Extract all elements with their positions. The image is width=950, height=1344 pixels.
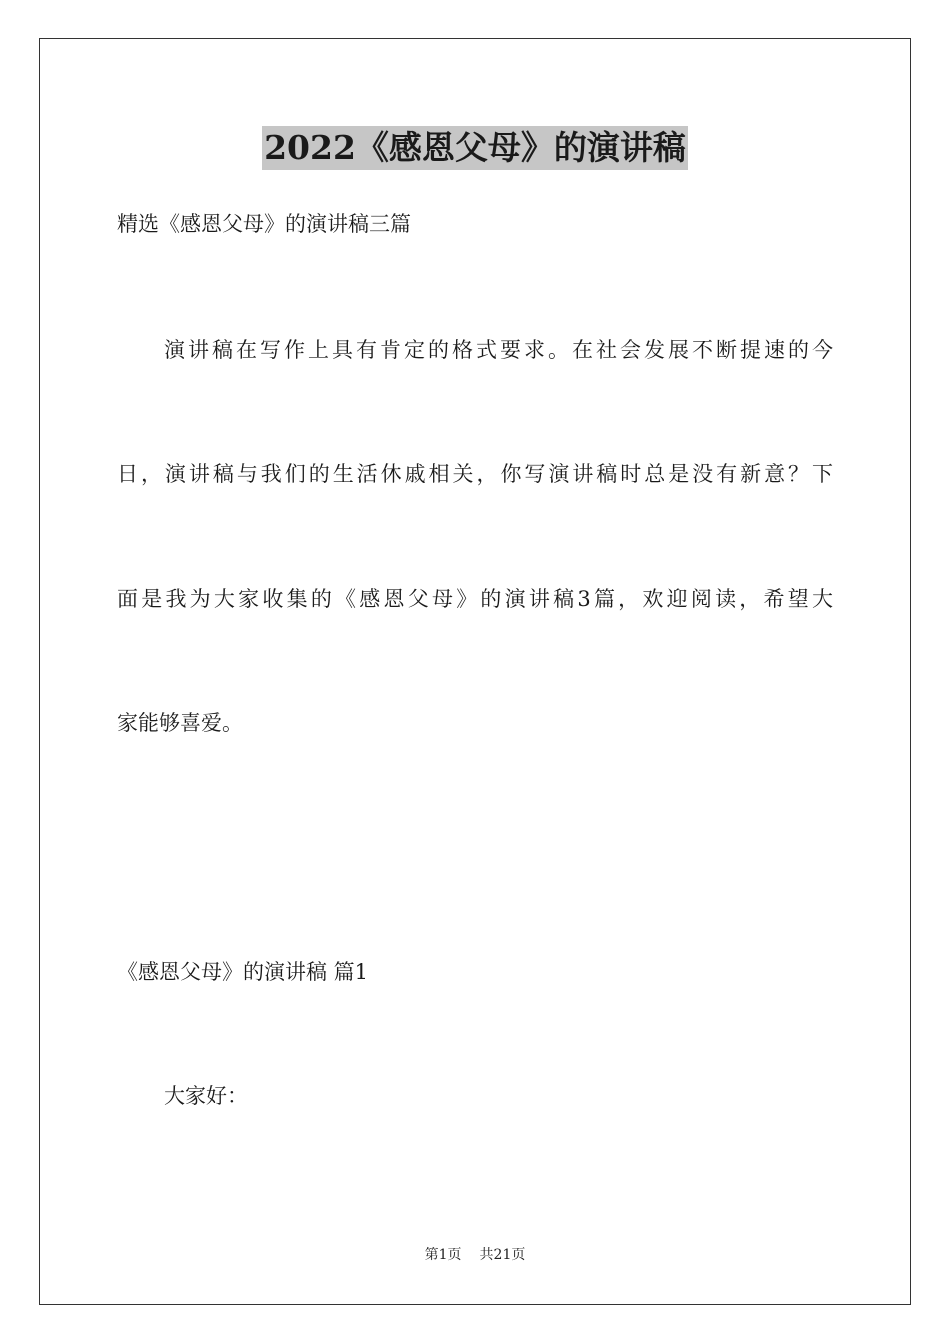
page-total: 共21页 [479,1247,526,1263]
intro-line-2: 日，演讲稿与我们的生活休戚相关，你写演讲稿时总是没有新意？下 [117,462,833,486]
intro-line-3: 面是我为大家收集的《感恩父母》的演讲稿3篇，欢迎阅读，希望大 [117,587,833,611]
title-container [0,126,950,170]
section-heading: 《感恩父母》的演讲稿 篇1 [117,960,369,984]
page-footer [0,1245,950,1265]
greeting: 大家好： [164,1084,248,1108]
page-number: 第1页 [424,1247,462,1263]
subtitle: 精选《感恩父母》的演讲稿三篇 [117,212,411,236]
intro-line-4: 家能够喜爱。 [117,711,243,735]
document-title: 2022《感恩父母》的演讲稿 [262,126,688,170]
intro-line-1: 演讲稿在写作上具有肯定的格式要求。在社会发展不断提速的今 [164,338,833,362]
